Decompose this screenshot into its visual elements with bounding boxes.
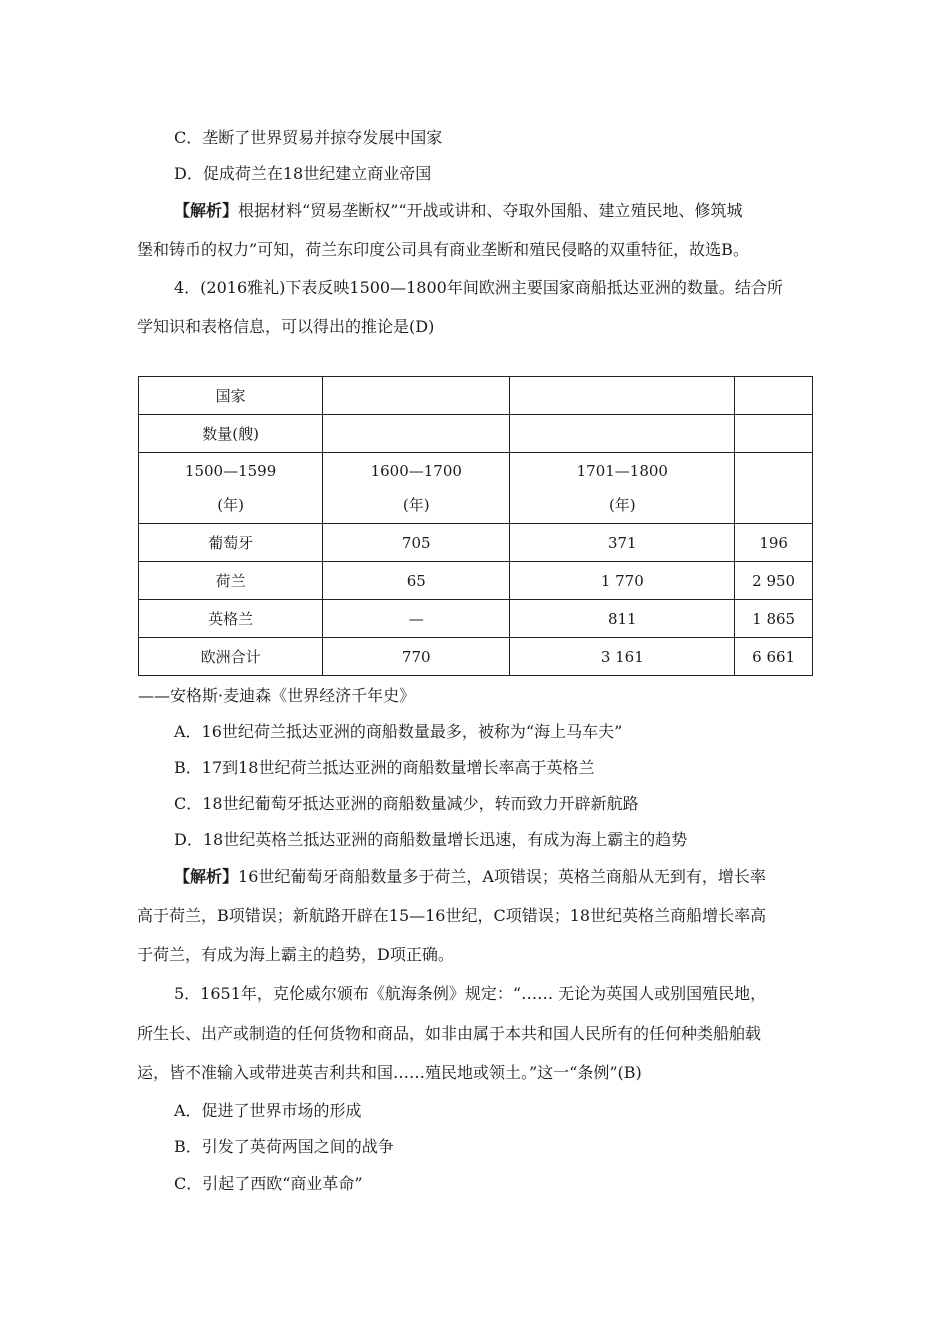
analysis-text: 根据材料“贸易垄断权”“开战或讲和、夺取外国船、建立殖民地、修筑城 [238,201,743,220]
q4-analysis-line-2: 高于荷兰，B项错误；新航路开辟在15—16世纪，C项错误；18世纪英格兰商船增长率高 [137,906,767,925]
q4-analysis-line-1 [174,867,766,887]
q3-option-d: D．促成荷兰在18世纪建立商业帝国 [174,164,432,183]
table-source: ——安格斯·麦迪森《世界经济千年史》 [138,686,416,705]
header-count: 数量(艘) [139,415,323,453]
q4-stem-line-1: 4．(2016雅礼)下表反映1500—1800年间欧洲主要国家商船抵达亚洲的数量。结合所 [174,278,783,297]
q3-analysis-line-2: 堡和铸币的权力”可知，荷兰东印度公司具有商业垄断和殖民侵略的双重特征，故选B。 [137,240,749,259]
q5-stem-line-3: 运，皆不准输入或带进英吉利共和国……殖民地或领土。”这一“条例”(B) [137,1063,642,1082]
q5-option-c: C．引起了西欧“商业革命” [174,1174,363,1193]
period-2: 1600—1700 (年) [323,453,510,524]
analysis-tag: 【解析】 [174,867,239,886]
q5-stem-line-1: 5．1651年，克伦威尔颁布《航海条例》规定：“…… 无论为英国人或别国殖民地， [174,984,767,1003]
q4-option-c: C．18世纪葡萄牙抵达亚洲的商船数量减少，转而致力开辟新航路 [174,794,639,813]
table-row: 荷兰 65 1 770 2 950 [139,562,813,600]
q4-option-d: D．18世纪英格兰抵达亚洲的商船数量增长迅速，有成为海上霸主的趋势 [174,830,688,849]
table-row: 英格兰 — 811 1 865 [139,600,813,638]
period-3: 1701—1800 (年) [510,453,735,524]
table-row: 欧洲合计 770 3 161 6 661 [139,638,813,676]
analysis-text: 16世纪葡萄牙商船数量多于荷兰，A项错误；英格兰商船从无到有，增长率 [238,867,766,886]
q3-analysis-line-1 [174,201,743,221]
table-row: 葡萄牙 705 371 196 [139,524,813,562]
analysis-tag: 【解析】 [174,201,239,220]
ship-count-table [138,376,813,676]
q3-option-c: C．垄断了世界贸易并掠夺发展中国家 [174,128,443,147]
q4-option-b: B．17到18世纪荷兰抵达亚洲的商船数量增长率高于英格兰 [174,758,595,777]
q5-option-b: B．引发了英荷两国之间的战争 [174,1137,394,1156]
q5-stem-line-2: 所生长、出产或制造的任何货物和商品，如非由属于本共和国人民所有的任何种类船舶载 [137,1024,762,1043]
q4-stem-line-2: 学知识和表格信息，可以得出的推论是(D) [137,317,435,336]
period-1: 1500—1599 (年) [139,453,323,524]
q4-option-a: A．16世纪荷兰抵达亚洲的商船数量最多，被称为“海上马车夫” [174,722,623,741]
q5-option-a: A．促进了世界市场的形成 [174,1101,362,1120]
header-country: 国家 [139,377,323,415]
q4-analysis-line-3: 于荷兰，有成为海上霸主的趋势，D项正确。 [137,945,454,964]
